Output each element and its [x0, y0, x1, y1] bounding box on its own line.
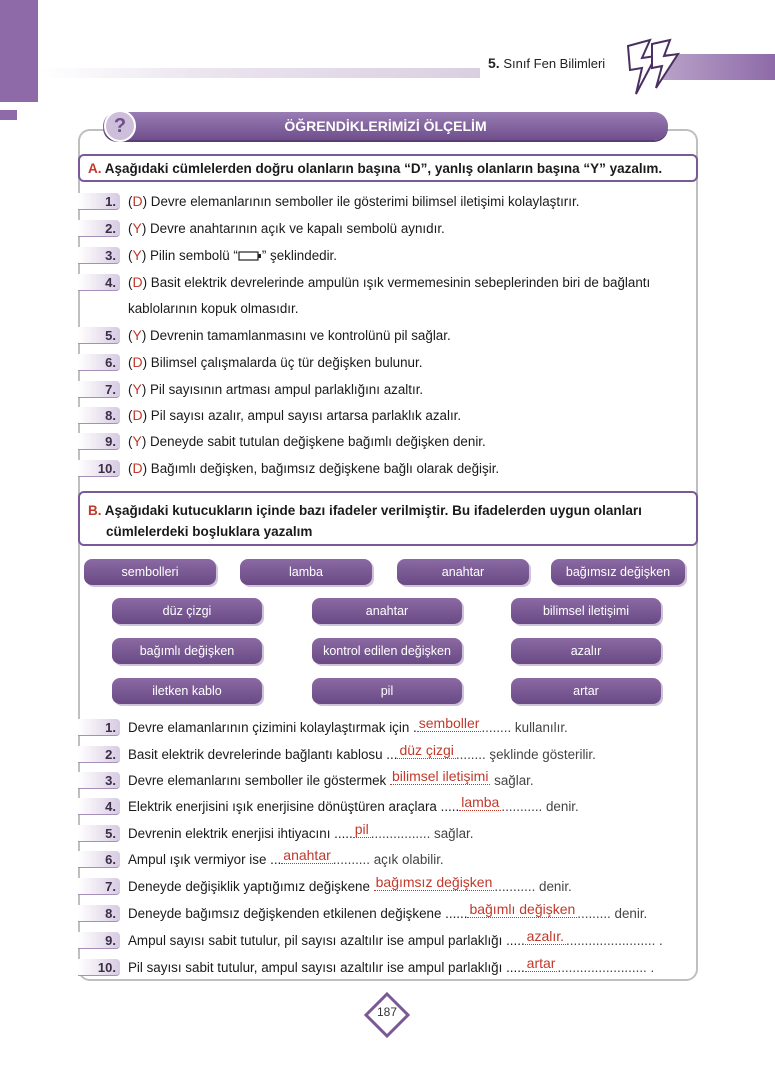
statement-text: Pil sayısının artması ampul parlaklığını azaltır. [150, 382, 424, 397]
item-number: 5. [78, 327, 120, 344]
item-number: 5. [78, 825, 120, 842]
corner-tab [0, 0, 38, 102]
filled-answer: düz çizgi [399, 742, 454, 758]
word-box-artar: artar [511, 678, 661, 704]
lightning-bolt-icon [622, 38, 682, 98]
item-number: 6. [78, 851, 120, 868]
word-box-lamba: lamba [240, 559, 372, 585]
section-b-text-2: cümlelerdeki boşluklara yazalım [106, 524, 313, 539]
answer-mark: D [132, 274, 143, 290]
statement-text: Pil sayısı azalır, ampul sayısı artarsa parlaklık azalır. [150, 408, 462, 423]
item-number: 9. [78, 433, 120, 450]
sentence-before: Devre elamanlarının çizimini kolaylaştırmak için . [128, 720, 417, 735]
word-box-bagimli-degisken: bağımlı değişken [112, 638, 262, 664]
sentence-after: ......... denir. [577, 906, 648, 921]
word-box-duz-cizgi: düz çizgi [112, 598, 262, 624]
sentence-before: Ampul ışık vermiyor ise ... [128, 852, 282, 867]
sentence-after: ........... denir. [494, 879, 572, 894]
word-box-sembolleri: sembolleri [84, 559, 216, 585]
question-icon: ? [104, 110, 136, 142]
word-box-kontrol-edilen-degisken: kontrol edilen değişken [312, 638, 462, 664]
item-number: 10. [78, 959, 120, 976]
subject-name: Sınıf Fen Bilimleri [503, 56, 606, 71]
filled-answer: pil [354, 821, 369, 837]
filled-answer: artar [526, 955, 556, 971]
sentence-before: Basit elektrik devrelerinde bağlantı kablosu ... [128, 747, 398, 762]
item-number: 9. [78, 932, 120, 949]
sentence-after: ........... denir. [501, 799, 579, 814]
statement-text-end: ” şeklindedir. [261, 248, 337, 263]
item-number: 8. [78, 905, 120, 922]
header-line [40, 68, 480, 78]
item-number: 10. [78, 460, 120, 477]
page-title: ÖĞRENDİKLERİMİZİ ÖLÇELİM [103, 112, 668, 140]
section-b-text-1: Aşağıdaki kutucukların içinde bazı ifadeler verilmiştir. Bu ifadelerden uygun olanları [104, 503, 642, 518]
statement-text: Devre anahtarının açık ve kapalı sembolü aynıdır. [150, 221, 445, 236]
filled-answer: bağımlı değişken [469, 901, 576, 917]
answer-mark: D [132, 407, 143, 423]
answer-mark: D [132, 460, 143, 476]
section-b-letter: B. [88, 503, 102, 518]
word-box-anahtar: anahtar [397, 559, 529, 585]
answer-mark: Y [132, 220, 142, 236]
corner-mark [0, 110, 17, 120]
statement-text: Devrenin tamamlanmasını ve kontrolünü pil sağlar. [150, 328, 451, 343]
filled-answer: azalır. [526, 928, 565, 944]
filled-answer: anahtar [283, 847, 331, 863]
sentence-before: Deneyde değişiklik yaptığımız değişkene [128, 879, 374, 894]
sentence-after: ........ kullanılır. [481, 720, 568, 735]
grade-number: 5. [488, 55, 500, 71]
answer-mark: Y [132, 327, 142, 343]
statement-text: Bağımlı değişken, bağımsız değişkene bağlı olarak değişir. [150, 461, 500, 476]
item-number: 1. [78, 719, 120, 736]
filled-answer: bilimsel iletişimi [391, 768, 489, 784]
sentence-before: Deneyde bağımsız değişkenden etkilenen değişkene ...... [128, 906, 468, 921]
sentence-after: ........................ . [566, 933, 663, 948]
word-box-bagimsiz-degisken: bağımsız değişken [551, 559, 685, 585]
filled-answer: bağımsız değişken [375, 874, 493, 890]
statement-text: Bilimsel çalışmalarda üç tür değişken bulunur. [150, 355, 423, 370]
sentence-after: ................ sağlar. [370, 826, 474, 841]
item-number: 3. [78, 247, 120, 264]
header-title [488, 55, 605, 71]
battery-symbol-icon [238, 251, 262, 261]
item-number: 7. [78, 878, 120, 895]
item-number: 3. [78, 772, 120, 789]
item-number: 6. [78, 354, 120, 371]
section-a-text: Aşağıdaki cümlelerden doğru olanların başına “D”, yanlış olanların başına “Y” yazalım. [104, 161, 663, 176]
statement-text: Basit elektrik devrelerinde ampulün ışık vermemesinin sebeplerinden biri de bağlantı [150, 275, 651, 290]
statement-text: Devre elemanlarının semboller ile gösterimi bilimsel iletişimi kolaylaştırır. [150, 194, 580, 209]
a-item-4-continued: kablolarının kopuk olmasıdır. [128, 301, 299, 316]
answer-mark: Y [132, 247, 142, 263]
sentence-after: ........................ . [557, 960, 655, 975]
word-box-azalir: azalır [511, 638, 661, 664]
word-box-bilimsel-iletisimi: bilimsel iletişimi [511, 598, 661, 624]
word-box-pil: pil [312, 678, 462, 704]
answer-mark: Y [132, 433, 142, 449]
sentence-before: Elektrik enerjisini ışık enerjisine dönüştüren araçlara ..... [128, 799, 460, 814]
page-number: 187 [376, 1005, 398, 1019]
statement-text: Deneyde sabit tutulan değişkene bağımlı değişken denir. [150, 434, 486, 449]
sentence-before: Devrenin elektrik enerjisi ihtiyacını ..... [128, 826, 353, 841]
item-number: 7. [78, 381, 120, 398]
word-box-iletken-kablo: iletken kablo [112, 678, 262, 704]
sentence-after: ........ şeklinde gösterilir. [455, 747, 596, 762]
section-a-instruction [78, 154, 698, 182]
answer-mark: Y [132, 381, 142, 397]
section-b-instruction [78, 491, 698, 546]
sentence-before: Devre elemanlarını semboller ile göstermek [128, 773, 390, 788]
filled-answer: lamba [461, 794, 500, 810]
sentence-after: sağlar. [490, 773, 534, 788]
item-number: 1. [78, 193, 120, 210]
item-number: 4. [78, 798, 120, 815]
statement-text: Pilin sembolü “ [150, 248, 238, 263]
word-box-anahtar-2: anahtar [312, 598, 462, 624]
filled-answer: semboller [418, 715, 480, 731]
item-number: 2. [78, 746, 120, 763]
item-number: 4. [78, 274, 120, 291]
sentence-before: Pil sayısı sabit tutulur, ampul sayısı azaltılır ise ampul parlaklığı ..... [128, 960, 525, 975]
sentence-before: Ampul sayısı sabit tutulur, pil sayısı azaltılır ise ampul parlaklığı ..... [128, 933, 525, 948]
sentence-after: .......... açık olabilir. [332, 852, 444, 867]
answer-mark: D [132, 354, 143, 370]
section-a-letter: A. [88, 161, 102, 176]
answer-mark: D [132, 193, 143, 209]
item-number: 8. [78, 407, 120, 424]
item-number: 2. [78, 220, 120, 237]
